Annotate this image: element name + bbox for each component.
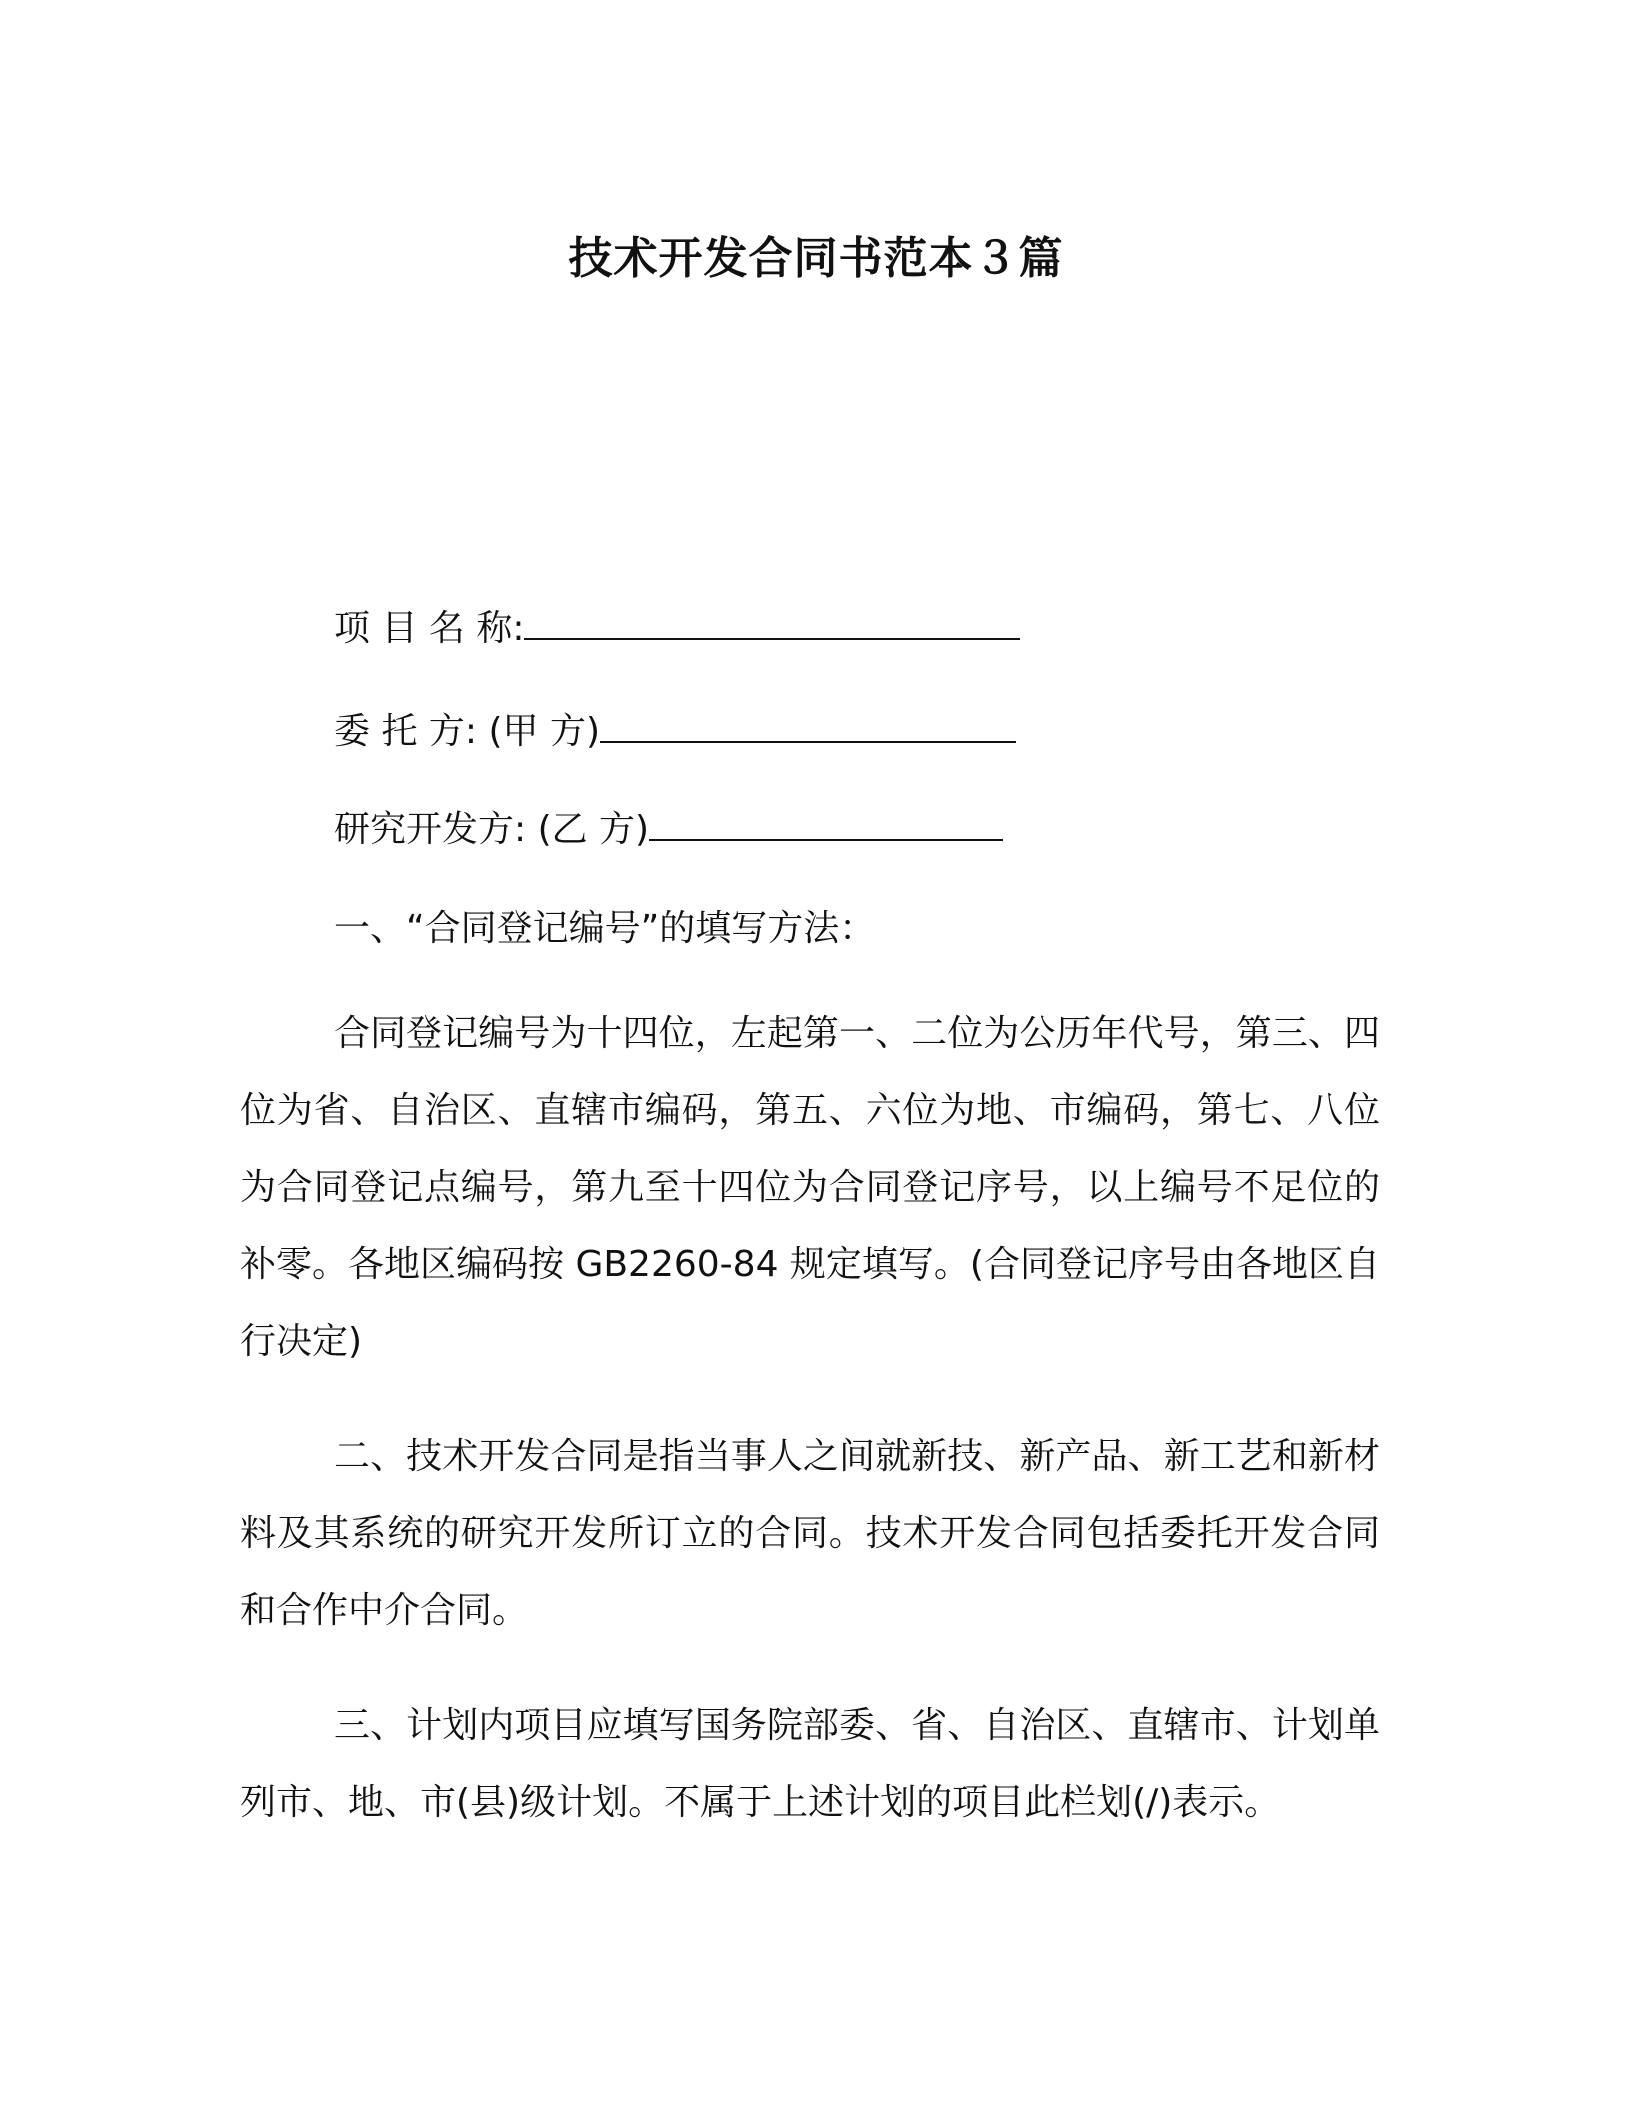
client-blank-line <box>600 703 1016 743</box>
section-2-body: 二、技术开发合同是指当事人之间就新技、新产品、新工艺和新材料及其系统的研究开发所订立的合同。技术开发合同包括委托开发合同和合作中介合同。 <box>240 1436 1380 1631</box>
section-3-body: 三、计划内项目应填写国务院部委、省、自治区、直辖市、计划单列市、地、市(县)级计划。不属于上述计划的项目此栏划(/)表示。 <box>240 1705 1380 1823</box>
document-title: 技术开发合同书范本３篇 <box>568 233 1064 284</box>
developer-label: 研究开发方: (乙 方) <box>334 809 650 850</box>
section-1-heading: 一、“合同登记编号”的填写方法： <box>334 908 876 949</box>
project-name-label: 项 目 名 称: <box>334 608 525 649</box>
client-label: 委 托 方: (甲 方) <box>334 711 600 752</box>
project-name-field <box>334 600 1020 654</box>
section-1-body: 合同登记编号为十四位，左起第一、二位为公历年代号，第三、四位为省、自治区、直辖市编码，第五、六位为地、市编码，第七、八位为合同登记点编号，第九至十四位为合同登记序号，以上编号不足位的补零。各地区编码按 GB2260-84 规定填写。(合同登记序号由各地区自行决定) <box>240 1013 1380 1362</box>
project-name-blank-line <box>524 600 1020 640</box>
developer-field <box>334 801 1003 855</box>
developer-blank-line <box>649 801 1003 841</box>
client-field <box>334 703 1016 757</box>
